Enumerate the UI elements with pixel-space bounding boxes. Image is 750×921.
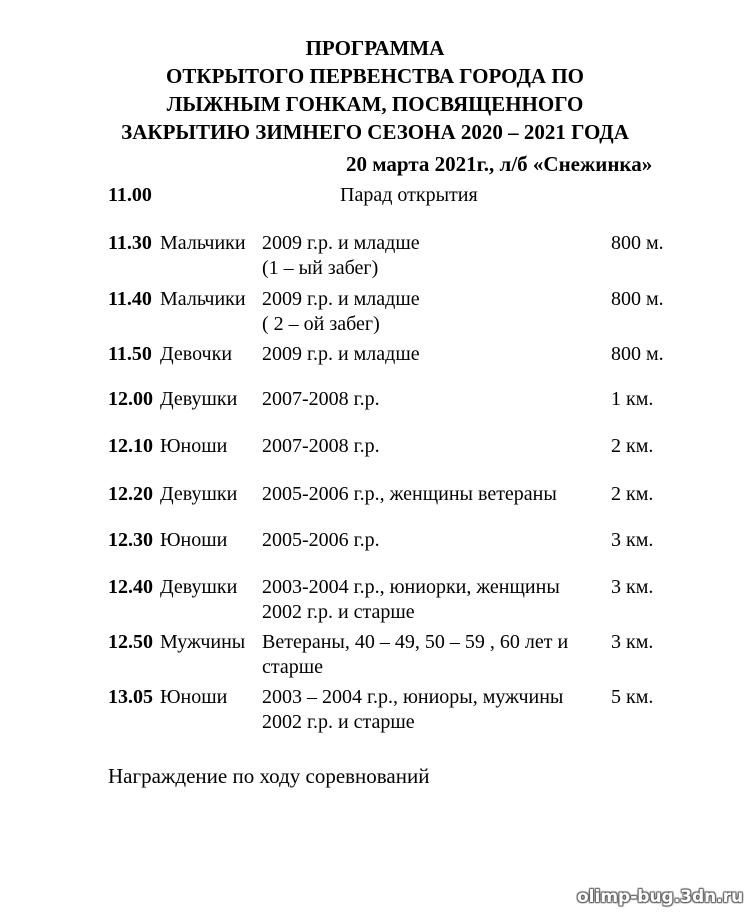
schedule-description: 2003 – 2004 г.р., юниоры, мужчины (262, 686, 564, 708)
schedule-category: Мальчики (160, 232, 246, 254)
title-line-3: ЛЫЖНЫМ ГОНКАМ, ПОСВЯЩЕННОГО (166, 92, 584, 116)
schedule-description-cont: ( 2 – ой забег) (262, 313, 380, 335)
schedule-time: 12.20 (108, 483, 153, 505)
schedule-category: Юноши (160, 686, 228, 708)
schedule-time: 11.50 (108, 343, 152, 365)
schedule-category: Девушки (160, 483, 238, 505)
schedule-description: 2007-2008 г.р. (262, 388, 380, 410)
schedule-category: Мужчины (160, 631, 246, 653)
schedule-category: Мальчики (160, 288, 246, 310)
schedule-category: Юноши (160, 435, 228, 457)
schedule-distance: 5 км. (611, 686, 654, 708)
schedule-category: Девушки (160, 576, 238, 598)
schedule-time: 12.00 (108, 388, 153, 410)
schedule-time: 11.40 (108, 288, 152, 310)
schedule-description: 2005-2006 г.р. (262, 529, 380, 551)
schedule-description: 2007-2008 г.р. (262, 435, 380, 457)
schedule-distance: 2 км. (611, 435, 654, 457)
title-line-1: ПРОГРАММА (305, 36, 445, 60)
schedule-description-cont: (1 – ый забег) (262, 257, 379, 279)
schedule-description-cont: 2002 г.р. и старше (262, 711, 415, 733)
schedule-distance: 3 км. (611, 529, 654, 551)
schedule-distance: 800 м. (611, 288, 664, 310)
schedule-category: Девушки (160, 388, 238, 410)
schedule-time: 12.40 (108, 576, 153, 598)
schedule-description: Ветераны, 40 – 49, 50 – 59 , 60 лет и (262, 631, 569, 653)
date-place: 20 марта 2021г., л/б «Снежинка» (346, 152, 653, 176)
schedule-time: 11.00 (108, 184, 152, 206)
schedule-distance: 3 км. (611, 631, 654, 653)
title-line-4: ЗАКРЫТИЮ ЗИМНЕГО СЕЗОНА 2020 – 2021 ГОДА (121, 120, 629, 144)
schedule-time: 12.10 (108, 435, 153, 457)
schedule-distance: 800 м. (611, 232, 664, 254)
schedule-description: 2003-2004 г.р., юниорки, женщины (262, 576, 560, 598)
schedule-description: 2009 г.р. и младше (262, 343, 420, 365)
schedule-distance: 800 м. (611, 343, 664, 365)
schedule-description: 2009 г.р. и младше (262, 288, 420, 310)
schedule-category: Девочки (160, 343, 233, 365)
schedule-description-cont: 2002 г.р. и старше (262, 601, 415, 623)
schedule-distance: 3 км. (611, 576, 654, 598)
schedule-time: 13.05 (108, 686, 153, 708)
schedule-distance: 1 км. (611, 388, 654, 410)
schedule-description-cont: старше (262, 656, 324, 678)
awards-note: Награждение по ходу соревнований (108, 764, 430, 788)
schedule-time: 12.30 (108, 529, 153, 551)
schedule-time: 11.30 (108, 232, 152, 254)
schedule-description: 2009 г.р. и младше (262, 232, 420, 254)
schedule-distance: 2 км. (611, 483, 654, 505)
site-watermark: olimp-bug.3dn.ru (577, 887, 744, 907)
schedule-time: 12.50 (108, 631, 153, 653)
schedule-description: 2005-2006 г.р., женщины ветераны (262, 483, 557, 505)
schedule-category: Юноши (160, 529, 228, 551)
title-line-2: ОТКРЫТОГО ПЕРВЕНСТВА ГОРОДА ПО (166, 64, 584, 88)
opening-label: Парад открытия (340, 184, 478, 206)
